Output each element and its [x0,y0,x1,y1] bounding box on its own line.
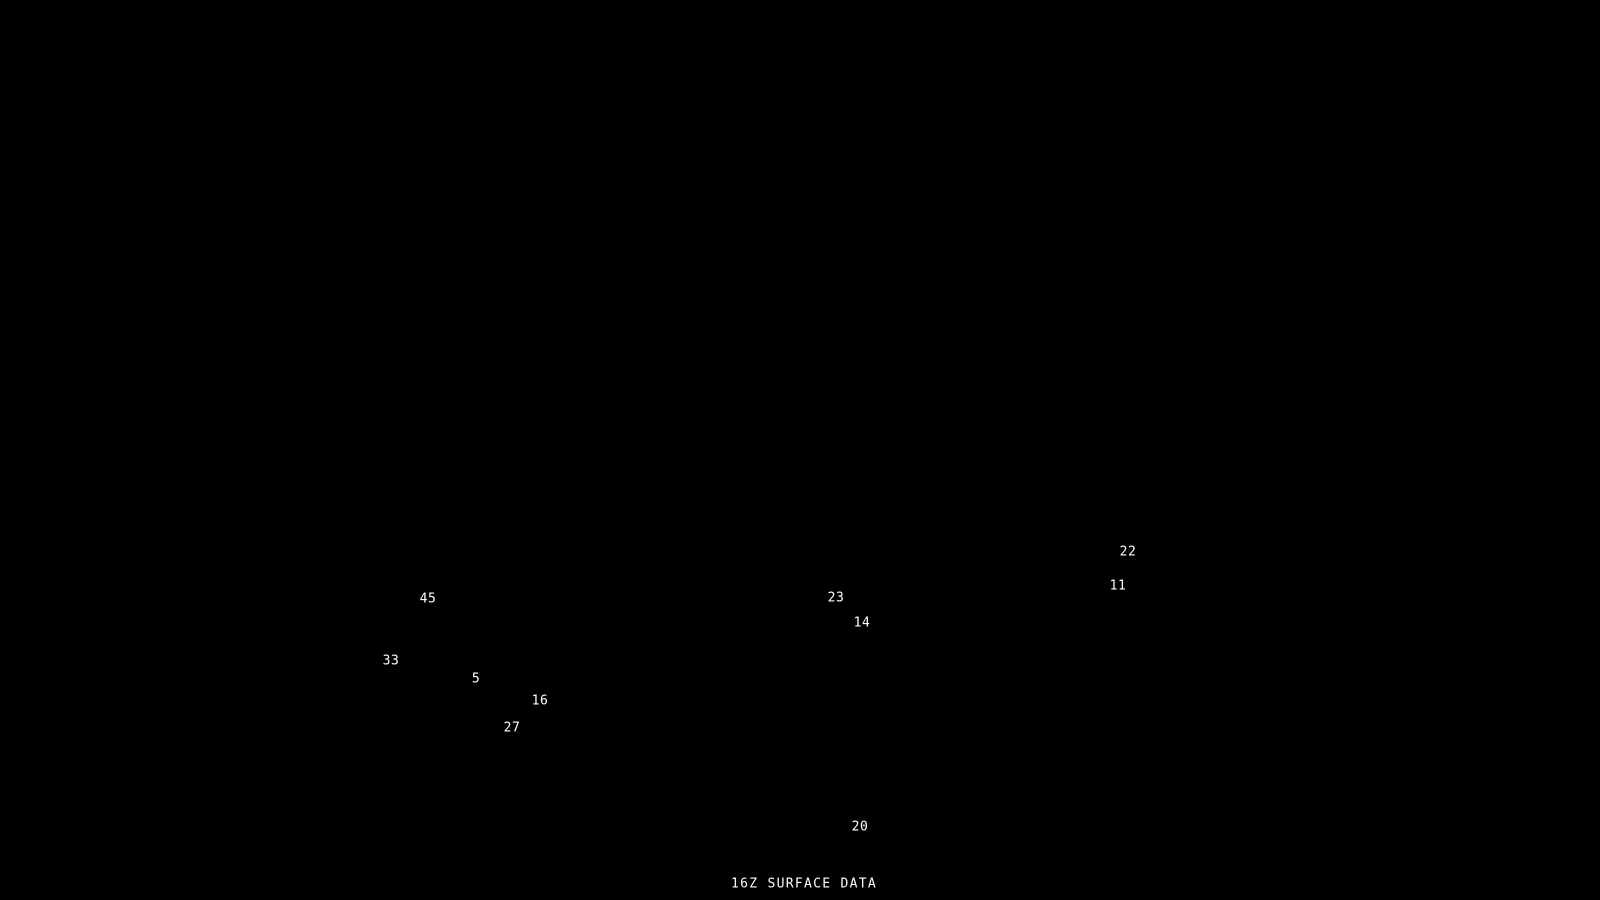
station-value: 23 [827,590,845,606]
station-value: 20 [851,819,869,835]
chart-caption: 16Z SURFACE DATA [730,876,878,892]
station-value: 33 [382,653,400,669]
station-value: 14 [853,615,871,631]
station-value: 45 [419,591,437,607]
station-value: 22 [1119,544,1137,560]
station-value: 16 [531,693,549,709]
station-value: 27 [503,720,521,736]
station-value: 5 [471,671,481,687]
station-value: 11 [1109,578,1127,594]
